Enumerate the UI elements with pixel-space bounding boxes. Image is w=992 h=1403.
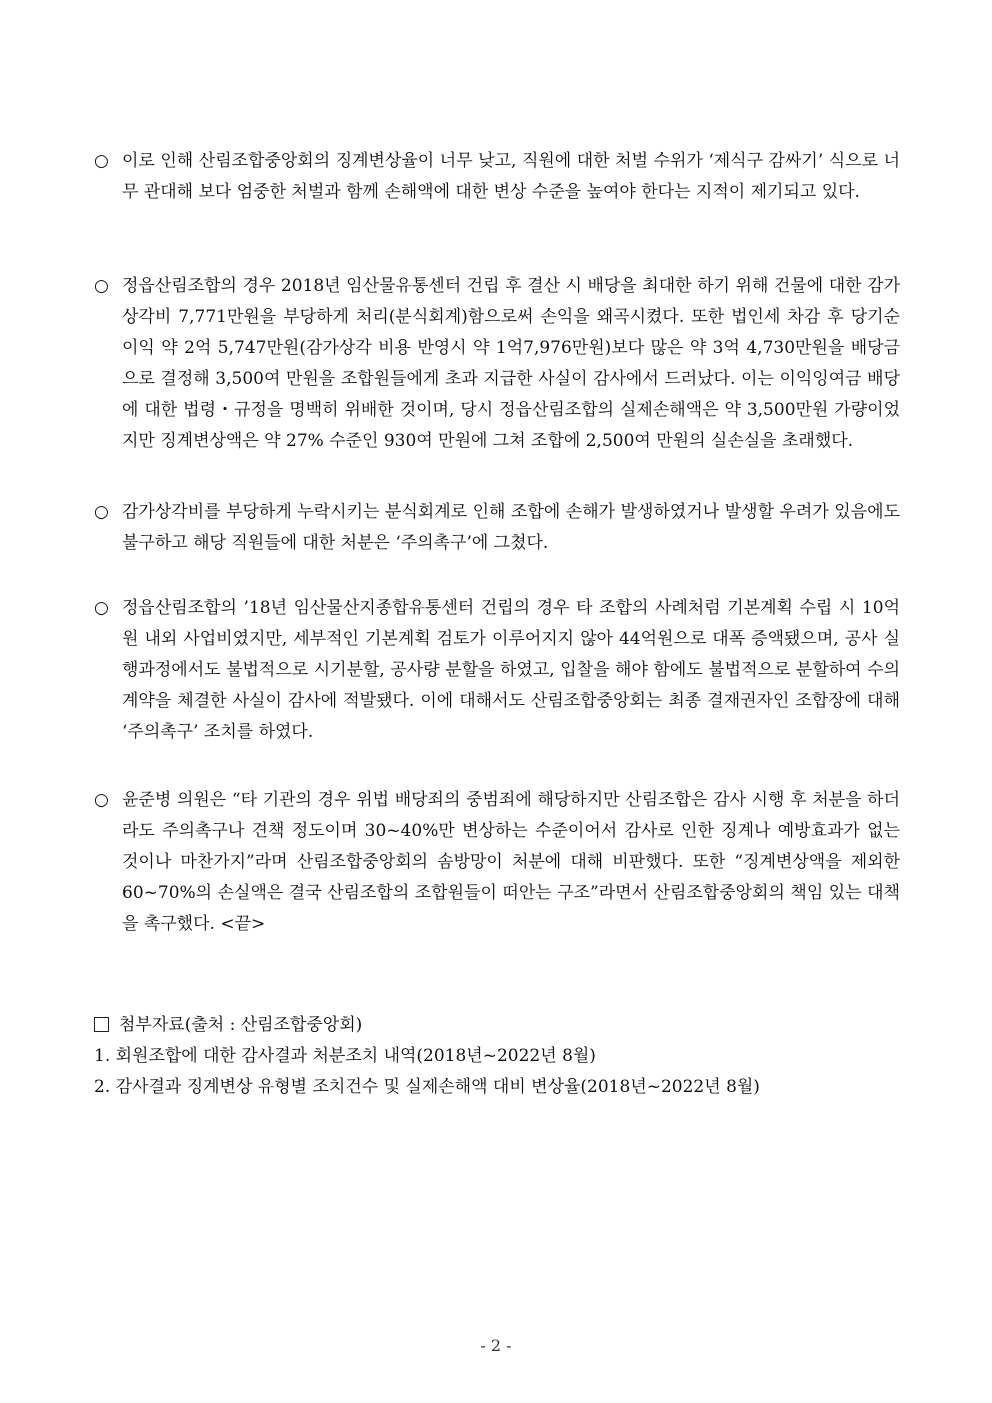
- attachments-heading-text: 첨부자료(출처 : 산림조합중앙회): [119, 1015, 363, 1035]
- circle-bullet-icon: ○: [94, 790, 109, 810]
- paragraph-1: [94, 146, 900, 208]
- paragraph-text: 윤준병 의원은 “타 기관의 경우 위법 배당죄의 중범죄에 해당하지만 산림조합은 감사 시행 후 처분을 하더라도 주의촉구나 견책 정도이며 30~40%만 변상하는 수준이어서 감사로 인한 징계나 예방효과가 없는 것이나 마찬가지”라며 산림조합중앙회의 솜방망이 처분에 대해 비판했다. 또한 “징계변상액을 제외한 60~70%의 손실액은 결국 산림조합의 조합원들이 떠안는 구조”라면서 산림조합중앙회의 책임 있는 대책을 촉구했다. <끝>: [122, 790, 900, 934]
- paragraph-2: [94, 271, 900, 457]
- paragraph-text: 감가상각비를 부당하게 누락시키는 분식회계로 인해 조합에 손해가 발생하였거나 발생할 우려가 있음에도 불구하고 해당 직원들에 대한 처분은 ‘주의촉구’에 그쳤다.: [122, 502, 900, 553]
- circle-bullet-icon: ○: [94, 598, 109, 618]
- paragraph-text: 정읍산림조합의 경우 2018년 임산물유통센터 건립 후 결산 시 배당을 최대한 하기 위해 건물에 대한 감가상각비 7,771만원을 부당하게 처리(분식회계)함으로써 손익을 왜곡시켰다. 또한 법인세 차감 후 당기순이익 약 2억 5,747만원(감가상각 비용 반영시 약 1억7,976만원)보다 많은 약 3억 4,730만원을 배당금으로 결정해 3,500여 만원을 조합원들에게 초과 지급한 사실이 감사에서 드러났다. 이는 이익잉여금 배당에 대한 법령・규정을 명백히 위배한 것이며, 당시 정읍산림조합의 실제손해액은 약 3,500만원 가량이었지만 징계변상액은 약 27% 수준인 930여 만원에 그쳐 조합에 2,500여 만원의 실손실을 초래했다.: [122, 276, 900, 451]
- paragraph-5: [94, 785, 900, 940]
- page-number: - 2 -: [480, 1336, 512, 1355]
- paragraph-4: [94, 593, 900, 748]
- circle-bullet-icon: ○: [94, 276, 109, 296]
- paragraph-3: [94, 497, 900, 559]
- circle-bullet-icon: ○: [94, 502, 109, 522]
- paragraph-text: 정읍산림조합의 ’18년 임산물산지종합유통센터 건립의 경우 타 조합의 사례처럼 기본계획 수립 시 10억원 내외 사업비였지만, 세부적인 기본계획 검토가 이루어지지 않아 44억원으로 대폭 증액됐으며, 공사 실행과정에서도 불법적으로 시기분할, 공사량 분할을 하였고, 입찰을 해야 함에도 불법적으로 분할하여 수의계약을 체결한 사실이 감사에 적발됐다. 이에 대해서도 산림조합중앙회는 최종 결재권자인 조합장에 대해 ‘주의촉구’ 조치를 하였다.: [122, 598, 900, 742]
- attachments-heading: [94, 1010, 900, 1041]
- paragraph-text: 이로 인해 산림조합중앙회의 징계변상율이 너무 낮고, 직원에 대한 처벌 수위가 ‘제식구 감싸기’ 식으로 너무 관대해 보다 엄중한 처벌과 함께 손해액에 대한 변상 수준을 높여야 한다는 지적이 제기되고 있다.: [122, 151, 900, 202]
- square-checkbox-icon: [94, 1017, 109, 1032]
- attachment-item: 1. 회원조합에 대한 감사결과 처분조치 내역(2018년~2022년 8월): [94, 1046, 596, 1066]
- attachment-item: 2. 감사결과 징계변상 유형별 조치건수 및 실제손해액 대비 변상율(2018년~2022년 8월): [94, 1077, 760, 1097]
- attachments-list: [94, 1041, 900, 1103]
- circle-bullet-icon: ○: [94, 151, 109, 171]
